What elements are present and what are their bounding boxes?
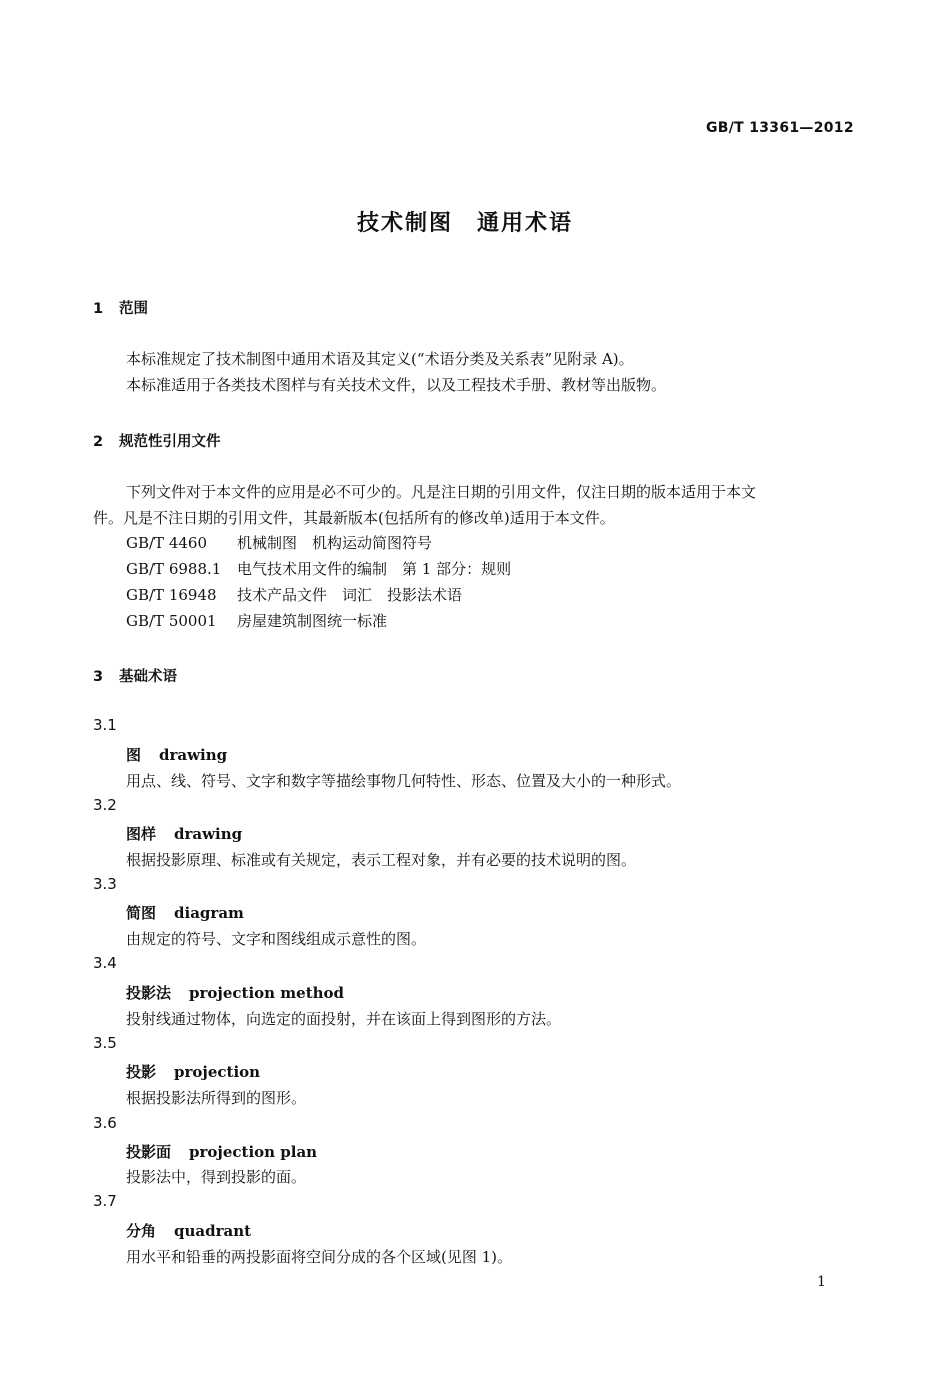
term-number: 3.1: [93, 716, 117, 734]
term-definition: 用点、线、符号、文字和数字等描绘事物几何特性、形态、位置及大小的一种形式。: [126, 772, 682, 790]
term-number: 3.6: [93, 1114, 117, 1132]
section-number: 1: [93, 301, 104, 317]
reference-item: [126, 608, 387, 634]
section-3-heading: [93, 665, 177, 686]
term-name: [126, 982, 344, 1003]
term-definition: 投射线通过物体，向选定的面投射，并在该面上得到图形的方法。: [126, 1010, 562, 1028]
term-zh: 分角: [126, 1222, 157, 1240]
term-en: projection method: [189, 984, 345, 1002]
term-name: [126, 744, 227, 765]
section-number: 2: [93, 434, 104, 450]
section-number: 3: [93, 669, 104, 685]
reference-code: GB/T 50001: [126, 612, 217, 630]
reference-item: [126, 556, 511, 582]
term-definition: 用水平和铅垂的两投影面将空间分成的各个区域(见图 1)。: [126, 1248, 513, 1266]
standard-code: GB/T 13361—2012: [706, 120, 854, 136]
term-zh: 投影法: [126, 984, 172, 1002]
page-title: 技术制图 通用术语: [357, 211, 574, 236]
section-2-heading: [93, 430, 221, 451]
reference-code: GB/T 6988.1: [126, 560, 222, 578]
term-name: [126, 1141, 317, 1162]
term-zh: 图: [126, 746, 142, 764]
section-title: 基础术语: [119, 669, 177, 685]
term-definition: 根据投影原理、标准或有关规定，表示工程对象，并有必要的技术说明的图。: [126, 851, 637, 869]
term-en: projection plan: [189, 1143, 318, 1161]
scope-paragraph: 本标准适用于各类技术图样与有关技术文件，以及工程技术手册、教材等出版物。: [126, 376, 667, 394]
normative-intro-line: 件。凡是不注日期的引用文件，其最新版本(包括所有的修改单)适用于本文件。: [93, 509, 615, 527]
term-definition: 由规定的符号、文字和图线组成示意性的图。: [126, 930, 427, 948]
normative-intro-line: 下列文件对于本文件的应用是必不可少的。凡是注日期的引用文件，仅注日期的版本适用于本文: [126, 483, 757, 501]
term-en: drawing: [159, 746, 228, 764]
term-name: [126, 1061, 260, 1082]
reference-title: 机械制图 机构运动简图符号: [237, 534, 433, 552]
reference-code: GB/T 16948: [126, 586, 217, 604]
term-en: drawing: [174, 825, 243, 843]
section-title: 范围: [119, 301, 148, 317]
term-number: 3.3: [93, 875, 117, 893]
term-en: diagram: [174, 904, 244, 922]
reference-title: 电气技术用文件的编制 第 1 部分：规则: [237, 560, 512, 578]
term-zh: 简图: [126, 904, 157, 922]
term-name: [126, 823, 242, 844]
term-number: 3.5: [93, 1034, 117, 1052]
reference-item: [126, 530, 432, 556]
scope-paragraph: 本标准规定了技术制图中通用术语及其定义(“术语分类及关系表”见附录 A)。: [126, 350, 634, 368]
reference-item: [126, 582, 462, 608]
reference-title: 技术产品文件 词汇 投影法术语: [237, 586, 463, 604]
term-definition: 根据投影法所得到的图形。: [126, 1089, 307, 1107]
section-1-heading: [93, 297, 148, 318]
term-name: [126, 1220, 251, 1241]
term-name: [126, 902, 244, 923]
term-definition: 投影法中，得到投影的面。: [126, 1168, 307, 1186]
reference-title: 房屋建筑制图统一标准: [237, 612, 388, 630]
term-number: 3.2: [93, 796, 117, 814]
section-title: 规范性引用文件: [119, 434, 221, 450]
term-zh: 图样: [126, 825, 157, 843]
term-zh: 投影面: [126, 1143, 172, 1161]
term-zh: 投影: [126, 1063, 157, 1081]
page-number: 1: [817, 1274, 826, 1290]
term-en: quadrant: [174, 1222, 252, 1240]
reference-code: GB/T 4460: [126, 534, 208, 552]
term-number: 3.7: [93, 1192, 117, 1210]
term-number: 3.4: [93, 954, 117, 972]
term-en: projection: [174, 1063, 261, 1081]
